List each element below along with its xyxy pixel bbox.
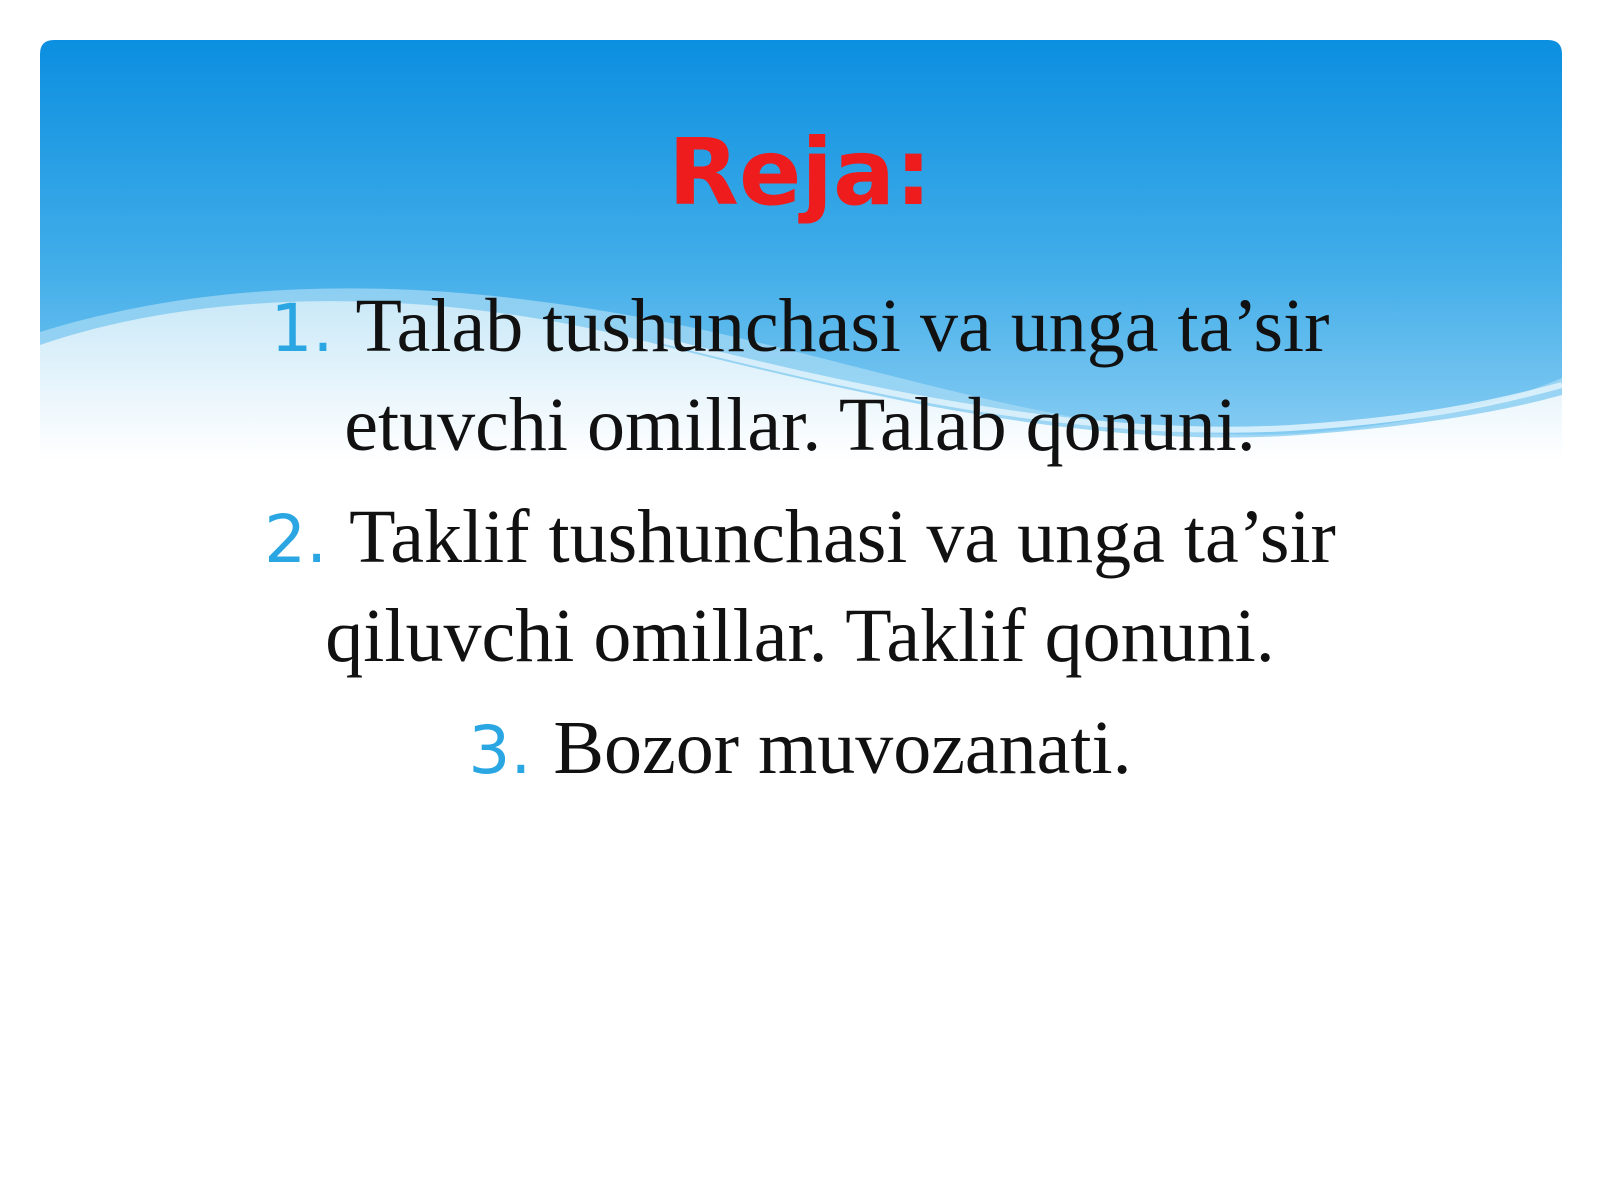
list-item-text: Bozor muvozanati. [553,706,1132,790]
list-item-number: 1. [270,290,334,367]
list-item [230,489,1370,684]
list-item [230,700,1370,799]
plan-list [230,278,1370,815]
list-item-text: Talab tushunchasi va unga ta’sir etuvchi omillar. Talab qonuni. [344,284,1330,467]
list-item-number: 2. [264,501,328,578]
list-item [230,278,1370,473]
list-item-text: Taklif tushunchasi va unga ta’sir qiluvchi omillar. Taklif qonuni. [325,495,1336,678]
slide-title: Reja: [668,119,932,226]
list-item-number: 3. [468,712,532,789]
